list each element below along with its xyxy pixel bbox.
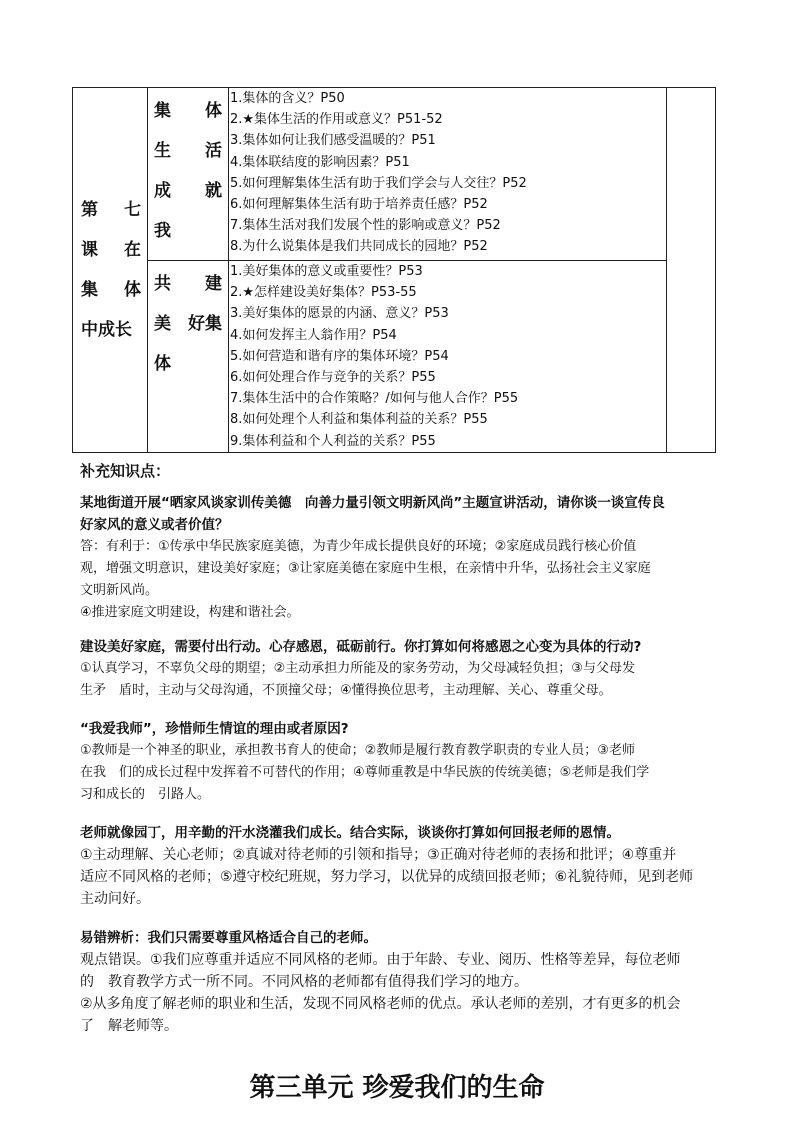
lesson-char: 集: [81, 279, 98, 300]
lesson-char: 体: [124, 279, 141, 300]
topic-char: 生: [154, 141, 171, 161]
question-line: 好家风的意义或者价值？: [80, 517, 229, 533]
question-list-cell: [229, 261, 667, 453]
list-item: 4.集体联结度的影响因素？P51: [230, 154, 410, 170]
question-list-cell: [229, 88, 667, 261]
topic-char: 好集: [188, 314, 222, 334]
answer-line: ①教师是一个神圣的职业，承担教书育人的使命；②教师是履行教育教学职责的专业人员；③老师: [80, 743, 635, 758]
list-item: 2.★集体生活的作用或意义？P51-52: [230, 112, 443, 128]
topic-cell: [148, 88, 229, 261]
list-item: 1.集体的含义？P50: [230, 91, 345, 106]
list-item: 6.如何理解集体生活有助于培养责任感？P52: [230, 197, 488, 213]
supplement-heading: 补充知识点：: [80, 462, 171, 480]
answer-line: 文明新风尚。: [80, 583, 159, 598]
lesson-outline-table: [72, 87, 716, 453]
unit-title: 第三单元 珍爱我们的生命: [249, 1073, 545, 1103]
lesson-cell: [73, 88, 148, 453]
list-item: 2.★怎样建设美好集体？P53-55: [230, 285, 417, 301]
topic-char: 集: [154, 101, 171, 121]
topic-char: 就: [205, 181, 222, 201]
list-item: 7.集体生活对我们发展个性的影响或意义？P52: [230, 218, 501, 234]
table-row: [73, 261, 716, 453]
question-line: 易错辨析：我们只需要尊重风格适合自己的老师。: [80, 930, 377, 946]
answer-line: 在我 们的成长过程中发挥着不可替代的作用；④尊师重教是中华民族的传统美德；⑤老师是我们学: [80, 765, 650, 780]
question-line: “我爱我师”，珍惜师生情谊的理由或者原因?: [80, 721, 349, 737]
answer-line: 习和成长的 引路人。: [80, 787, 211, 802]
topic-cell: [148, 261, 229, 453]
qa-block-repay-teacher: [80, 822, 725, 910]
lesson-char: 在: [124, 239, 141, 260]
table-row: [73, 88, 716, 261]
lesson-char: 第: [81, 199, 98, 220]
lesson-title: [73, 199, 147, 341]
question-line: 某地街道开展“晒家风谈家训传美德 向善力量引领文明新风尚”主题宣讲活动，请你谈一谈宣传良: [80, 495, 665, 511]
list-item: 6.如何处理合作与竞争的关系？P55: [230, 370, 436, 386]
qa-block-teacher-student: [80, 718, 725, 806]
answer-line: 观，增强文明意识，建设美好家庭；③让家庭美德在家庭中生根，在亲情中升华，弘扬社会主义家庭: [80, 561, 651, 576]
question-list: [229, 261, 666, 452]
qa-block-misconception: [80, 927, 725, 1037]
answer-line: 生矛 盾时，主动与父母沟通，不顶撞父母；④懂得换位思考，主动理解、关心、尊重父母。: [80, 683, 612, 698]
notes-cell: [667, 88, 716, 453]
qa-block-gratitude: [80, 636, 725, 702]
list-item: 3.美好集体的愿景的内涵、意义？P53: [230, 306, 449, 322]
list-item: 3.集体如何让我们感受温暖的？P51: [230, 133, 436, 149]
list-item: 9.集体利益和个人利益的关系？P55: [230, 433, 436, 449]
question-list: [229, 88, 666, 258]
lesson-char: 课: [81, 239, 98, 260]
answer-line: 答：有利于：①传承中华民族家庭美德，为青少年成长提供良好的环境；②家庭成员践行核心价值: [80, 539, 637, 554]
answer-line: ②从多角度了解老师的职业和生活，发现不同风格老师的优点。承认老师的差别，才有更多的机会: [80, 996, 681, 1012]
answer-line: 适应不同风格的老师；⑤遵守校纪班规，努力学习，以优异的成绩回报老师；⑥礼貌待师，见到老师: [80, 869, 694, 885]
topic-char: 美: [154, 314, 171, 334]
topic-char: 我: [154, 221, 171, 241]
lesson-char: 七: [124, 199, 141, 220]
topic-char: 建: [205, 274, 222, 294]
list-item: 4.如何发挥主人翁作用？P54: [230, 327, 397, 343]
topic-char: 共: [154, 274, 171, 294]
answer-line: 观点错误。①我们应尊重并适应不同风格的老师。由于年龄、专业、阅历、性格等差异，每位老师: [80, 952, 681, 968]
answer-line: ①主动理解、关心老师；②真诚对待老师的引领和指导；③正确对待老师的表扬和批评；④尊重并: [80, 847, 677, 863]
qa-block-family-tradition: [80, 492, 725, 624]
question-line: 老师就像园丁，用辛勤的汗水浇灌我们成长。结合实际，谈谈你打算如何回报老师的恩情。: [80, 825, 620, 841]
lesson-char: 中成长: [81, 319, 132, 340]
list-item: 7.集体生活中的合作策略？/如何与他人合作？P55: [230, 391, 519, 407]
answer-line: ④推进家庭文明建设，构建和谐社会。: [80, 605, 300, 620]
topic-char: 成: [154, 181, 171, 201]
list-item: 8.如何处理个人利益和集体利益的关系？P55: [230, 412, 488, 428]
answer-line: 的 教育教学方式一所不同。不同风格的老师都有值得我们学习的地方。: [80, 974, 528, 990]
list-item: 1.美好集体的意义或重要性？P53: [230, 264, 423, 279]
list-item: 5.如何理解集体生活有助于我们学会与人交往？P52: [230, 175, 527, 191]
answer-line: 主动问好。: [80, 891, 150, 907]
topic-char: 活: [205, 141, 222, 161]
topic-title: [148, 88, 228, 242]
list-item: 8.为什么说集体是我们共同成长的园地？P52: [230, 239, 488, 255]
topic-char: 体: [205, 101, 222, 121]
answer-line: ①认真学习，不辜负父母的期望；②主动承担力所能及的家务劳动，为父母减轻负担；③与父母发: [80, 661, 635, 676]
list-item: 5.如何营造和谐有序的集体环境？P54: [230, 348, 449, 364]
topic-title: [148, 261, 228, 375]
answer-line: 了 解老师等。: [80, 1018, 178, 1034]
topic-char: 体: [154, 354, 171, 374]
question-line: 建设美好家庭，需要付出行动。心存感恩，砥砺前行。你打算如何将感恩之心变为具体的行动?: [80, 639, 642, 655]
